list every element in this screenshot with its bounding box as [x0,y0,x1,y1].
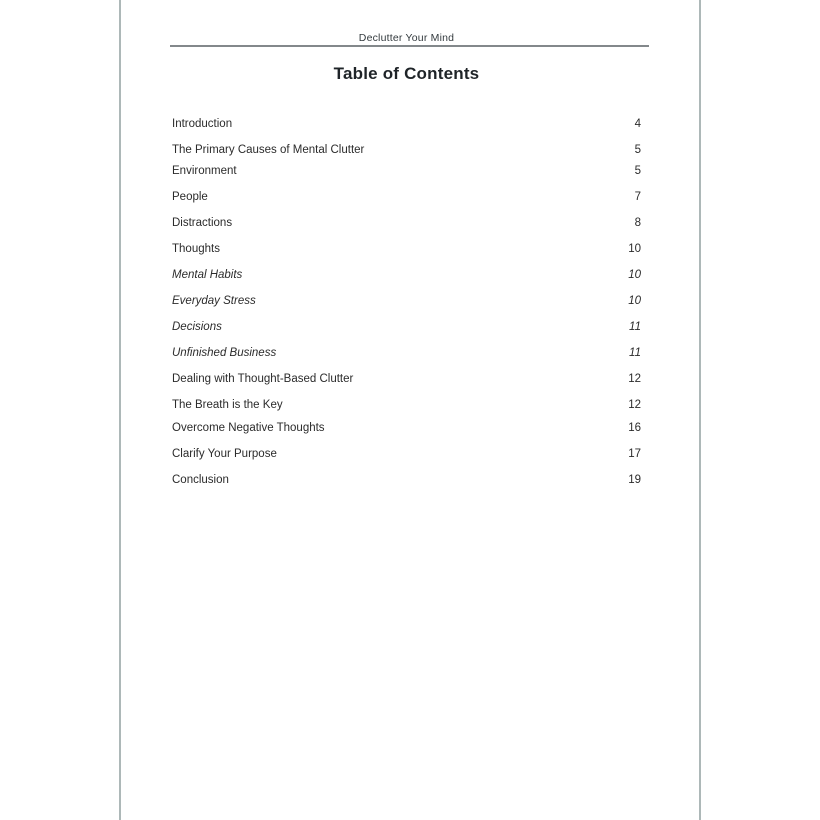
page-title: Table of Contents [333,64,480,83]
toc-entry-label: Decisions [172,321,222,333]
toc-entry [172,288,641,314]
toc-entry-label: Distractions [172,217,233,229]
toc-entry [172,314,641,340]
toc-entry [172,366,641,392]
toc-entry [172,158,641,184]
toc-entry [172,441,641,467]
toc-entry-label: Conclusion [172,474,229,486]
toc-entry-page-number: 4 [634,118,641,130]
toc-entry-label: Overcome Negative Thoughts [172,422,325,434]
toc-entry-label: Mental Habits [172,269,243,281]
toc-entry-label: Clarify Your Purpose [172,448,277,460]
toc-entry-page-number: 19 [628,474,641,486]
toc-entry-label: People [172,191,208,203]
toc-entry-label: The Breath is the Key [172,399,283,411]
toc-entry-page-number: 5 [634,165,641,177]
toc-entry-label: Thoughts [172,243,220,255]
toc-entry [172,262,641,288]
toc-entry [172,184,641,210]
toc-entry [172,467,641,493]
toc-entry-page-number: 7 [634,191,641,203]
toc-entry-page-number: 17 [628,448,641,460]
toc-entry [172,111,641,137]
header-rule [170,45,649,47]
toc-entry-label: Environment [172,165,237,177]
toc-entry-label: Introduction [172,118,233,130]
toc-entry-label: Dealing with Thought-Based Clutter [172,373,354,385]
toc-entry-page-number: 16 [628,422,641,434]
toc-entry-label: Unfinished Business [172,347,277,359]
toc-entry-page-number: 10 [628,243,641,255]
toc-entry-page-number: 10 [628,269,641,281]
page-left-edge-line [119,0,121,820]
page-right-edge-line [699,0,701,820]
toc-entry-page-number: 11 [629,347,641,359]
page-content [172,0,641,820]
toc-entry-page-number: 12 [628,373,641,385]
toc-entry-page-number: 10 [628,295,641,307]
toc-list [172,111,641,493]
toc-entry-page-number: 5 [634,144,641,156]
toc-entry [172,415,641,441]
toc-entry-label: The Primary Causes of Mental Clutter [172,144,365,156]
toc-entry-page-number: 8 [634,217,641,229]
toc-entry-label: Everyday Stress [172,295,256,307]
toc-entry-page-number: 12 [628,399,641,411]
toc-entry [172,210,641,236]
running-header: Declutter Your Mind [358,32,455,44]
toc-entry-page-number: 11 [629,321,641,333]
toc-entry [172,236,641,262]
toc-entry [172,340,641,366]
